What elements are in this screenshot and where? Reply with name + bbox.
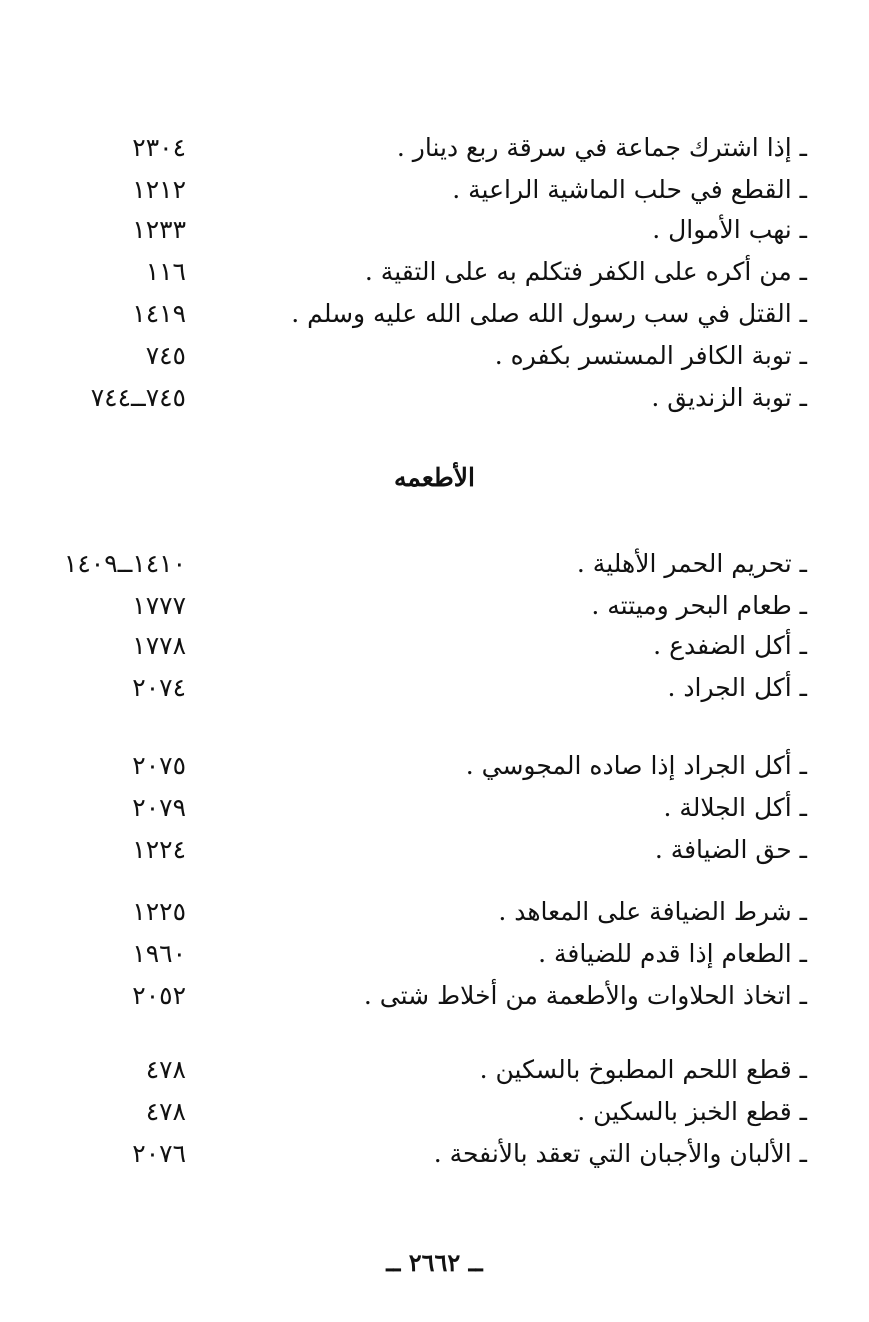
entry-text: ـ من أكره على الكفر فتكلم به على التقية . bbox=[364, 257, 807, 286]
entry-reference: ٢٣٠٤ bbox=[132, 133, 186, 162]
entry-text: ـ أكل الجراد إذا صاده المجوسي . bbox=[465, 751, 807, 780]
index-entry bbox=[0, 544, 869, 584]
entry-reference: ١٢٣٣ bbox=[132, 215, 186, 244]
entry-text: ـ حق الضيافة . bbox=[654, 835, 807, 864]
index-entry bbox=[0, 210, 869, 250]
entry-text: ـ أكل الجراد . bbox=[667, 673, 807, 702]
entry-reference: ١٤١٠ــ١٤٠٩ bbox=[63, 549, 186, 578]
entry-text: ـ تحريم الحمر الأهلية . bbox=[576, 549, 807, 578]
index-entry bbox=[0, 586, 869, 626]
index-entry bbox=[0, 128, 869, 168]
entry-reference: ٧٤٥ bbox=[145, 341, 186, 370]
entry-text: ـ الألبان والأجبان التي تعقد بالأنفحة . bbox=[433, 1139, 807, 1168]
index-entry bbox=[0, 1134, 869, 1174]
entry-reference: ٢٠٧٥ bbox=[132, 751, 186, 780]
entry-reference: ١٧٧٨ bbox=[132, 631, 186, 660]
entry-reference: ٧٤٥ــ٧٤٤ bbox=[90, 383, 186, 412]
entry-text: ـ إذا اشترك جماعة في سرقة ربع دينار . bbox=[396, 133, 807, 162]
entry-text: ـ قطع اللحم المطبوخ بالسكين . bbox=[479, 1055, 807, 1084]
entry-text: ـ طعام البحر وميتته . bbox=[591, 591, 807, 620]
index-entry bbox=[0, 252, 869, 292]
entry-text: ـ القتل في سب رسول الله صلى الله عليه وسلم . bbox=[291, 299, 807, 328]
entry-text: ـ توبة الكافر المستسر بكفره . bbox=[494, 341, 807, 370]
index-entry bbox=[0, 668, 869, 708]
index-entry bbox=[0, 892, 869, 932]
index-entry bbox=[0, 830, 869, 870]
index-entry bbox=[0, 934, 869, 974]
index-entry bbox=[0, 1092, 869, 1132]
index-entry bbox=[0, 378, 869, 418]
entry-reference: ٢٠٧٦ bbox=[132, 1139, 186, 1168]
page-number: ــ ٢٦٦٢ ــ bbox=[386, 1248, 483, 1277]
entry-reference: ١٧٧٧ bbox=[132, 591, 186, 620]
index-entry bbox=[0, 170, 869, 210]
entry-reference: ٤٧٨ bbox=[145, 1055, 186, 1084]
entry-reference: ١٤١٩ bbox=[132, 299, 186, 328]
index-entry bbox=[0, 294, 869, 334]
entry-text: ـ أكل الجلالة . bbox=[663, 793, 807, 822]
entry-reference: ١١٦ bbox=[145, 257, 186, 286]
index-entry bbox=[0, 1050, 869, 1090]
entry-reference: ١٢٢٥ bbox=[132, 897, 186, 926]
entry-reference: ٢٠٧٤ bbox=[132, 673, 186, 702]
entry-text: ـ الطعام إذا قدم للضيافة . bbox=[538, 939, 807, 968]
entry-reference: ٤٧٨ bbox=[145, 1097, 186, 1126]
entry-text: ـ القطع في حلب الماشية الراعية . bbox=[452, 175, 807, 204]
entry-text: ـ اتخاذ الحلاوات والأطعمة من أخلاط شتى . bbox=[363, 981, 807, 1010]
entry-text: ـ شرط الضيافة على المعاهد . bbox=[498, 897, 807, 926]
entry-reference: ١٢٢٤ bbox=[132, 835, 186, 864]
index-entry bbox=[0, 336, 869, 376]
entry-reference: ٢٠٧٩ bbox=[132, 793, 186, 822]
entry-reference: ١٩٦٠ bbox=[132, 939, 186, 968]
entry-reference: ١٢١٢ bbox=[132, 175, 186, 204]
entry-reference: ٢٠٥٢ bbox=[132, 981, 186, 1010]
section-heading: الأطعمه bbox=[393, 463, 476, 492]
index-entry bbox=[0, 626, 869, 666]
index-entry bbox=[0, 788, 869, 828]
entry-text: ـ توبة الزنديق . bbox=[651, 383, 807, 412]
index-entry bbox=[0, 976, 869, 1016]
index-entry bbox=[0, 746, 869, 786]
entry-text: ـ نهب الأموال . bbox=[652, 215, 807, 244]
entry-text: ـ أكل الضفدع . bbox=[653, 631, 807, 660]
entry-text: ـ قطع الخبز بالسكين . bbox=[577, 1097, 807, 1126]
